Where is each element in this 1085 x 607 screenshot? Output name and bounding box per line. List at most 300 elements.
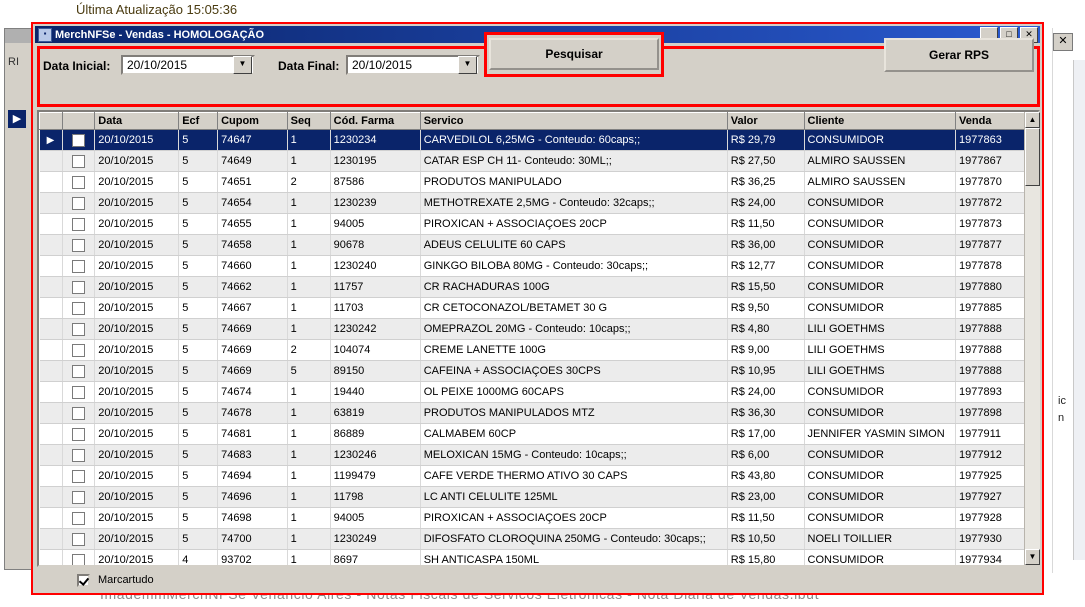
cell-cupom: 74658: [218, 235, 288, 256]
cell-cod-farma: 90678: [330, 235, 420, 256]
cell-seq: 1: [287, 466, 330, 487]
cell-cupom: 74700: [218, 529, 288, 550]
cell-servico: PIROXICAN + ASSOCIAÇOES 20CP: [420, 214, 727, 235]
table-row[interactable]: [40, 361, 1038, 382]
column-header-cliente[interactable]: Cliente: [804, 113, 955, 130]
table-row[interactable]: [40, 424, 1038, 445]
cell-valor: R$ 15,80: [727, 550, 804, 568]
cell-cod-farma: 89150: [330, 361, 420, 382]
cell-valor: R$ 36,25: [727, 172, 804, 193]
table-row[interactable]: [40, 382, 1038, 403]
background-row-pointer-icon: ▶: [8, 110, 26, 128]
vendas-table-container[interactable]: [37, 110, 1040, 567]
row-checkbox[interactable]: [72, 365, 85, 378]
row-checkbox-cell[interactable]: [62, 424, 95, 445]
background-scrollbar[interactable]: [1073, 60, 1085, 560]
scroll-up-button[interactable]: ▲: [1025, 112, 1040, 128]
table-body: [40, 130, 1038, 568]
cell-cod-farma: 19440: [330, 382, 420, 403]
table-row[interactable]: [40, 529, 1038, 550]
row-checkbox[interactable]: [72, 176, 85, 189]
row-checkbox-cell[interactable]: [62, 130, 95, 151]
cell-venda: 1977878: [956, 256, 1038, 277]
pesquisar-button[interactable]: Pesquisar: [489, 38, 659, 70]
row-pointer-icon: ▶: [46, 135, 55, 146]
cell-ecf: 5: [179, 235, 218, 256]
background-right-text-2: n: [1058, 412, 1065, 424]
cell-ecf: 5: [179, 382, 218, 403]
cell-valor: R$ 29,79: [727, 130, 804, 151]
row-checkbox[interactable]: [72, 512, 85, 525]
row-checkbox-cell[interactable]: [62, 151, 95, 172]
row-checkbox-cell[interactable]: [62, 172, 95, 193]
row-checkbox[interactable]: [72, 302, 85, 315]
row-checkbox[interactable]: [72, 260, 85, 273]
row-checkbox-cell[interactable]: [62, 382, 95, 403]
row-checkbox-cell[interactable]: [62, 403, 95, 424]
cell-cliente: CONSUMIDOR: [804, 298, 955, 319]
cell-seq: 1: [287, 550, 330, 568]
cell-seq: 1: [287, 277, 330, 298]
cell-cod-farma: 1230242: [330, 319, 420, 340]
cell-venda: 1977867: [956, 151, 1038, 172]
cell-cod-farma: 1230195: [330, 151, 420, 172]
row-selector[interactable]: [40, 277, 63, 298]
vendas-table: [39, 112, 1038, 567]
row-selector[interactable]: [40, 487, 63, 508]
cell-servico: PIROXICAN + ASSOCIAÇOES 20CP: [420, 508, 727, 529]
cell-ecf: 5: [179, 466, 218, 487]
cell-venda: 1977911: [956, 424, 1038, 445]
cell-cliente: CONSUMIDOR: [804, 382, 955, 403]
row-checkbox-cell[interactable]: [62, 235, 95, 256]
background-right-text-1: ic: [1058, 395, 1066, 407]
cell-cupom: 74651: [218, 172, 288, 193]
cell-cliente: CONSUMIDOR: [804, 487, 955, 508]
table-row[interactable]: [40, 235, 1038, 256]
cell-cliente: CONSUMIDOR: [804, 277, 955, 298]
table-row[interactable]: [40, 193, 1038, 214]
row-checkbox-cell[interactable]: [62, 550, 95, 568]
cell-ecf: 5: [179, 172, 218, 193]
cell-servico: LC ANTI CELULITE 125ML: [420, 487, 727, 508]
column-header-servico[interactable]: Servico: [420, 113, 727, 130]
row-selector[interactable]: [40, 403, 63, 424]
row-checkbox-cell[interactable]: [62, 193, 95, 214]
cell-cupom: 74683: [218, 445, 288, 466]
cell-data: 20/10/2015: [95, 466, 179, 487]
row-checkbox[interactable]: [72, 218, 85, 231]
table-row[interactable]: [40, 487, 1038, 508]
row-checkbox[interactable]: [72, 197, 85, 210]
cell-servico: CR CETOCONAZOL/BETAMET 30 G: [420, 298, 727, 319]
cell-cod-farma: 11703: [330, 298, 420, 319]
cell-cod-farma: 1230234: [330, 130, 420, 151]
cell-data: 20/10/2015: [95, 445, 179, 466]
cell-servico: CR RACHADURAS 100G: [420, 277, 727, 298]
cell-cupom: 74694: [218, 466, 288, 487]
cell-cupom: 74655: [218, 214, 288, 235]
cell-data: 20/10/2015: [95, 403, 179, 424]
marcartudo-label: Marcartudo: [98, 574, 154, 586]
row-checkbox-cell[interactable]: [62, 256, 95, 277]
cell-cupom: 93702: [218, 550, 288, 568]
cell-cliente: LILI GOETHMS: [804, 340, 955, 361]
cell-seq: 1: [287, 298, 330, 319]
row-selector[interactable]: [40, 508, 63, 529]
cell-servico: ADEUS CELULITE 60 CAPS: [420, 235, 727, 256]
cell-cliente: JENNIFER YASMIN SIMON: [804, 424, 955, 445]
cell-data: 20/10/2015: [95, 151, 179, 172]
cell-cliente: CONSUMIDOR: [804, 508, 955, 529]
cell-servico: CARVEDILOL 6,25MG - Conteudo: 60caps;;: [420, 130, 727, 151]
row-checkbox-cell[interactable]: [62, 319, 95, 340]
cell-ecf: 5: [179, 340, 218, 361]
cell-ecf: 5: [179, 214, 218, 235]
row-selector[interactable]: [40, 214, 63, 235]
cell-seq: 1: [287, 193, 330, 214]
cell-venda: 1977872: [956, 193, 1038, 214]
cell-cupom: 74698: [218, 508, 288, 529]
row-checkbox-cell[interactable]: [62, 466, 95, 487]
cell-seq: 1: [287, 424, 330, 445]
cell-cliente: NOELI TOILLIER: [804, 529, 955, 550]
maximize-button[interactable]: □: [1000, 27, 1018, 43]
row-selector[interactable]: [40, 256, 63, 277]
cell-data: 20/10/2015: [95, 382, 179, 403]
cell-cupom: 74654: [218, 193, 288, 214]
cell-venda: 1977885: [956, 298, 1038, 319]
row-checkbox[interactable]: [72, 155, 85, 168]
close-button[interactable]: ✕: [1020, 27, 1038, 43]
cell-ecf: 5: [179, 361, 218, 382]
cell-valor: R$ 6,00: [727, 445, 804, 466]
scroll-thumb[interactable]: [1025, 128, 1040, 186]
cell-data: 20/10/2015: [95, 130, 179, 151]
row-checkbox-cell[interactable]: [62, 277, 95, 298]
cell-venda: 1977880: [956, 277, 1038, 298]
cell-ecf: 5: [179, 298, 218, 319]
cell-cod-farma: 1230239: [330, 193, 420, 214]
table-row[interactable]: [40, 403, 1038, 424]
cell-servico: OL PEIXE 1000MG 60CAPS: [420, 382, 727, 403]
row-checkbox[interactable]: [72, 428, 85, 441]
cell-data: 20/10/2015: [95, 277, 179, 298]
cell-data: 20/10/2015: [95, 529, 179, 550]
row-checkbox-cell[interactable]: [62, 487, 95, 508]
cell-data: 20/10/2015: [95, 319, 179, 340]
cell-cliente: CONSUMIDOR: [804, 193, 955, 214]
column-header-selector[interactable]: [40, 113, 63, 130]
dialog-title: MerchNFSe - Vendas - HOMOLOGAÇÃO: [55, 28, 265, 41]
cell-cupom: 74681: [218, 424, 288, 445]
cell-cod-farma: 94005: [330, 508, 420, 529]
cell-data: 20/10/2015: [95, 193, 179, 214]
row-selector[interactable]: [40, 382, 63, 403]
cell-cod-farma: 94005: [330, 214, 420, 235]
cell-venda: 1977930: [956, 529, 1038, 550]
cell-cliente: CONSUMIDOR: [804, 445, 955, 466]
cell-cod-farma: 11798: [330, 487, 420, 508]
cell-venda: 1977873: [956, 214, 1038, 235]
column-header-checkbox[interactable]: [62, 113, 95, 130]
row-checkbox[interactable]: [72, 281, 85, 294]
cell-ecf: 5: [179, 256, 218, 277]
cell-valor: R$ 36,30: [727, 403, 804, 424]
cell-cupom: 74667: [218, 298, 288, 319]
cell-seq: 1: [287, 445, 330, 466]
table-row[interactable]: [40, 445, 1038, 466]
cell-cliente: LILI GOETHMS: [804, 361, 955, 382]
cell-data: 20/10/2015: [95, 361, 179, 382]
cell-venda: 1977898: [956, 403, 1038, 424]
table-row[interactable]: [40, 319, 1038, 340]
background-close-icon[interactable]: ✕: [1053, 33, 1073, 51]
cell-cliente: CONSUMIDOR: [804, 130, 955, 151]
row-selector[interactable]: [40, 529, 63, 550]
cell-valor: R$ 27,50: [727, 151, 804, 172]
cell-valor: R$ 17,00: [727, 424, 804, 445]
table-row[interactable]: [40, 130, 1038, 151]
cell-cupom: 74649: [218, 151, 288, 172]
cell-data: 20/10/2015: [95, 172, 179, 193]
row-selector[interactable]: [40, 340, 63, 361]
cell-valor: R$ 10,50: [727, 529, 804, 550]
row-checkbox[interactable]: [72, 323, 85, 336]
row-selector[interactable]: [40, 319, 63, 340]
table-vertical-scrollbar[interactable]: [1024, 112, 1040, 565]
cell-seq: 1: [287, 256, 330, 277]
table-row[interactable]: [40, 466, 1038, 487]
row-checkbox-cell[interactable]: [62, 298, 95, 319]
column-header-ecf[interactable]: Ecf: [179, 113, 218, 130]
last-update-text: Última Atualização 15:05:36: [76, 2, 238, 17]
cell-data: 20/10/2015: [95, 550, 179, 568]
cell-cod-farma: 1230249: [330, 529, 420, 550]
cell-cupom: 74678: [218, 403, 288, 424]
cell-cupom: 74674: [218, 382, 288, 403]
dialog-footer: [37, 569, 1040, 591]
row-checkbox-cell[interactable]: [62, 361, 95, 382]
row-selector[interactable]: [40, 445, 63, 466]
row-selector[interactable]: [40, 424, 63, 445]
cell-valor: R$ 9,50: [727, 298, 804, 319]
chevron-down-icon[interactable]: ▼: [233, 56, 252, 74]
table-row[interactable]: [40, 340, 1038, 361]
cell-cupom: 74662: [218, 277, 288, 298]
cell-valor: R$ 24,00: [727, 382, 804, 403]
row-selector[interactable]: [40, 193, 63, 214]
cell-venda: 1977888: [956, 361, 1038, 382]
cell-ecf: 5: [179, 277, 218, 298]
column-header-cod-farma[interactable]: Cód. Farma: [330, 113, 420, 130]
cell-ecf: 5: [179, 319, 218, 340]
row-selector[interactable]: [40, 550, 63, 568]
row-checkbox[interactable]: [72, 449, 85, 462]
table-row[interactable]: [40, 508, 1038, 529]
table-header: [40, 113, 1038, 130]
data-inicial-input[interactable]: [121, 55, 255, 75]
cell-venda: 1977925: [956, 466, 1038, 487]
cell-valor: R$ 23,00: [727, 487, 804, 508]
cell-servico: CAFEINA + ASSOCIAÇOES 30CPS: [420, 361, 727, 382]
cell-ecf: 5: [179, 508, 218, 529]
cell-cliente: CONSUMIDOR: [804, 550, 955, 568]
cell-valor: R$ 15,50: [727, 277, 804, 298]
cell-seq: 2: [287, 340, 330, 361]
row-selector[interactable]: [40, 151, 63, 172]
cell-seq: 1: [287, 319, 330, 340]
cell-seq: 1: [287, 508, 330, 529]
cell-ecf: 5: [179, 424, 218, 445]
cell-cliente: CONSUMIDOR: [804, 214, 955, 235]
cell-cod-farma: 1199479: [330, 466, 420, 487]
background-left-label: RI: [8, 56, 19, 68]
cell-cliente: CONSUMIDOR: [804, 235, 955, 256]
cell-valor: R$ 36,00: [727, 235, 804, 256]
cell-venda: 1977888: [956, 340, 1038, 361]
table-row[interactable]: [40, 172, 1038, 193]
row-checkbox-cell[interactable]: [62, 445, 95, 466]
cell-data: 20/10/2015: [95, 235, 179, 256]
data-final-input[interactable]: [346, 55, 480, 75]
cell-cod-farma: 8697: [330, 550, 420, 568]
cell-data: 20/10/2015: [95, 214, 179, 235]
cell-data: 20/10/2015: [95, 340, 179, 361]
cell-venda: 1977927: [956, 487, 1038, 508]
column-header-valor[interactable]: Valor: [727, 113, 804, 130]
table-header-row: [40, 113, 1038, 130]
table-row[interactable]: [40, 298, 1038, 319]
column-header-venda[interactable]: Venda: [956, 113, 1038, 130]
cell-seq: 1: [287, 403, 330, 424]
cell-cupom: 74669: [218, 319, 288, 340]
cell-data: 20/10/2015: [95, 487, 179, 508]
row-checkbox[interactable]: [72, 533, 85, 546]
cell-servico: OMEPRAZOL 20MG - Conteudo: 10caps;;: [420, 319, 727, 340]
cell-cliente: CONSUMIDOR: [804, 403, 955, 424]
table-row[interactable]: [40, 256, 1038, 277]
cell-servico: CREME LANETTE 100G: [420, 340, 727, 361]
cell-valor: R$ 11,50: [727, 214, 804, 235]
cell-valor: R$ 4,80: [727, 319, 804, 340]
cell-ecf: 5: [179, 151, 218, 172]
row-checkbox[interactable]: [72, 344, 85, 357]
row-checkbox[interactable]: [72, 239, 85, 252]
row-selector[interactable]: [40, 172, 63, 193]
cell-seq: 1: [287, 382, 330, 403]
cell-cod-farma: 63819: [330, 403, 420, 424]
cell-venda: 1977893: [956, 382, 1038, 403]
scroll-track[interactable]: [1025, 128, 1040, 549]
gerar-rps-button[interactable]: Gerar RPS: [884, 38, 1034, 72]
cell-servico: CATAR ESP CH 11- Conteudo: 30ML;;: [420, 151, 727, 172]
cell-servico: CAFE VERDE THERMO ATIVO 30 CAPS: [420, 466, 727, 487]
cell-valor: R$ 12,77: [727, 256, 804, 277]
column-header-cupom[interactable]: Cupom: [218, 113, 288, 130]
data-final-label: Data Final:: [278, 59, 340, 73]
row-checkbox-cell[interactable]: [62, 508, 95, 529]
cell-valor: R$ 10,95: [727, 361, 804, 382]
cell-cupom: 74669: [218, 340, 288, 361]
row-selector[interactable]: [40, 235, 63, 256]
marcartudo-checkbox[interactable]: [77, 574, 90, 587]
cell-ecf: 5: [179, 487, 218, 508]
cell-cod-farma: 1230246: [330, 445, 420, 466]
cell-seq: 1: [287, 130, 330, 151]
chevron-down-icon[interactable]: ▼: [458, 56, 477, 74]
cell-ecf: 5: [179, 529, 218, 550]
row-checkbox[interactable]: [72, 491, 85, 504]
cell-valor: R$ 11,50: [727, 508, 804, 529]
app-icon: ▪: [38, 28, 52, 42]
cell-servico: SH ANTICASPA 150ML: [420, 550, 727, 568]
cell-data: 20/10/2015: [95, 424, 179, 445]
cell-data: 20/10/2015: [95, 298, 179, 319]
table-row[interactable]: [40, 277, 1038, 298]
cell-servico: DIFOSFATO CLOROQUINA 250MG - Conteudo: 30caps;;: [420, 529, 727, 550]
table-row[interactable]: [40, 550, 1038, 568]
cell-seq: 1: [287, 487, 330, 508]
cell-servico: CALMABEM 60CP: [420, 424, 727, 445]
row-selector[interactable]: [40, 361, 63, 382]
row-checkbox[interactable]: [72, 407, 85, 420]
cell-venda: 1977888: [956, 319, 1038, 340]
cell-servico: PRODUTOS MANIPULADO: [420, 172, 727, 193]
data-inicial-value: 20/10/2015: [127, 58, 188, 72]
table-row[interactable]: [40, 151, 1038, 172]
row-selector[interactable]: [40, 466, 63, 487]
cell-cliente: LILI GOETHMS: [804, 319, 955, 340]
row-checkbox[interactable]: [72, 470, 85, 483]
cell-cod-farma: 87586: [330, 172, 420, 193]
row-selector[interactable]: [40, 298, 63, 319]
cell-servico: GINKGO BILOBA 80MG - Conteudo: 30caps;;: [420, 256, 727, 277]
vendas-dialog: [31, 22, 1044, 595]
cell-data: 20/10/2015: [95, 508, 179, 529]
data-inicial-label: Data Inicial:: [43, 59, 111, 73]
cell-valor: R$ 9,00: [727, 340, 804, 361]
cell-venda: 1977912: [956, 445, 1038, 466]
minimize-button[interactable]: _: [980, 27, 998, 43]
row-selector[interactable]: [40, 130, 63, 151]
scroll-down-button[interactable]: ▼: [1025, 549, 1040, 565]
row-checkbox-cell[interactable]: [62, 214, 95, 235]
cell-venda: 1977877: [956, 235, 1038, 256]
table-row[interactable]: [40, 214, 1038, 235]
row-checkbox-cell[interactable]: [62, 340, 95, 361]
cell-venda: 1977870: [956, 172, 1038, 193]
column-header-data[interactable]: Data: [95, 113, 179, 130]
cell-venda: 1977934: [956, 550, 1038, 568]
cell-seq: 2: [287, 172, 330, 193]
cell-seq: 1: [287, 214, 330, 235]
cell-seq: 5: [287, 361, 330, 382]
cell-servico: METHOTREXATE 2,5MG - Conteudo: 32caps;;: [420, 193, 727, 214]
cell-servico: MELOXICAN 15MG - Conteudo: 10caps;;: [420, 445, 727, 466]
row-checkbox[interactable]: [72, 134, 85, 147]
cell-cupom: 74696: [218, 487, 288, 508]
row-checkbox-cell[interactable]: [62, 529, 95, 550]
cell-ecf: 4: [179, 550, 218, 568]
row-checkbox[interactable]: [72, 554, 85, 567]
column-header-seq[interactable]: Seq: [287, 113, 330, 130]
cell-cliente: CONSUMIDOR: [804, 256, 955, 277]
cell-cliente: CONSUMIDOR: [804, 466, 955, 487]
cell-seq: 1: [287, 151, 330, 172]
row-checkbox[interactable]: [72, 386, 85, 399]
cell-cupom: 74669: [218, 361, 288, 382]
